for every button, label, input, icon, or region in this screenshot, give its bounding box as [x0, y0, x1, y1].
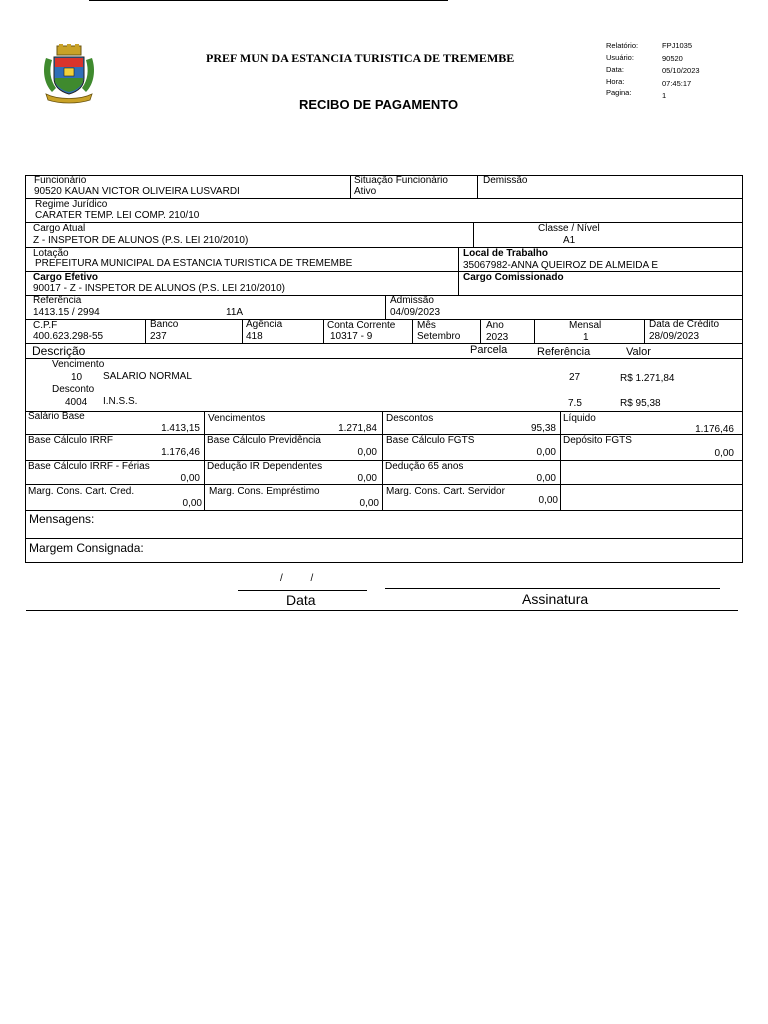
conta-label: Conta Corrente — [327, 320, 396, 331]
referencia-value: 1413.15 / 2994 — [33, 307, 100, 318]
marg-emp-label: Marg. Cons. Empréstimo — [209, 486, 320, 497]
funcionario-label: Funcionário — [34, 175, 87, 186]
mes-label: Mês — [417, 320, 436, 331]
mes-value: Setembro — [417, 331, 461, 342]
meta-data-label: Data: — [606, 65, 624, 74]
local-trabalho-label: Local de Trabalho — [463, 248, 549, 259]
lotacao-label: Lotação — [33, 248, 69, 259]
bottom-rule — [26, 610, 738, 611]
top-frame — [89, 0, 448, 1]
deposito-fgts-label: Depósito FGTS — [563, 435, 632, 446]
vencimento-desc: SALARIO NORMAL — [103, 371, 192, 382]
valor-header: Valor — [626, 346, 651, 358]
banco-label: Banco — [150, 319, 179, 330]
agencia-label: Agência — [246, 319, 283, 330]
data-caption: Data — [286, 592, 316, 608]
deducao-65-value: 0,00 — [536, 473, 556, 484]
parcela-header: Parcela — [470, 344, 508, 356]
classe-label: Classe / Nível — [538, 223, 600, 234]
deducao-ir-label: Dedução IR Dependentes — [207, 461, 323, 472]
vencimentos-value: 1.271,84 — [338, 423, 377, 434]
funcionario-value: 90520 KAUAN VICTOR OLIVEIRA LUSVARDI — [34, 186, 240, 197]
meta-relatorio-label: Relatório: — [606, 41, 639, 50]
meta-hora-value: 07:45:17 — [662, 79, 692, 88]
irrf-ferias-label: Base Cálculo IRRF - Férias — [28, 461, 150, 472]
ano-label: Ano — [486, 320, 504, 331]
meta-pagina-label: Pagina: — [606, 88, 632, 97]
mensagens-label: Mensagens: — [29, 512, 95, 526]
deducao-65-label: Dedução 65 anos — [385, 461, 464, 472]
desconto-group-label: Desconto — [52, 384, 95, 395]
vencimento-ref: 27 — [569, 372, 581, 383]
descontos-value: 95,38 — [530, 423, 556, 434]
classe-value: A1 — [563, 235, 576, 246]
previdencia-label: Base Cálculo Previdência — [207, 435, 321, 446]
liquido-label: Líquido — [563, 413, 596, 424]
desconto-ref: 7.5 — [568, 398, 582, 409]
regime-value: CARATER TEMP. LEI COMP. 210/10 — [35, 210, 200, 221]
salario-base-label: Salário Base — [28, 411, 85, 422]
cargo-atual-value: Z - INSPETOR DE ALUNOS (P.S. LEI 210/2010) — [33, 235, 249, 246]
vencimentos-label: Vencimentos — [208, 413, 266, 424]
vencimento-valor: R$ 1.271,84 — [620, 373, 675, 384]
desconto-code: 4004 — [65, 397, 88, 408]
situacao-label: Situação Funcionário — [354, 175, 448, 186]
regime-label: Regime Jurídico — [35, 199, 108, 210]
irrf-ferias-value: 0,00 — [180, 473, 200, 484]
meta-data-value: 05/10/2023 — [662, 66, 700, 75]
marg-cred-value: 0,00 — [182, 498, 202, 509]
vencimento-code: 10 — [71, 372, 83, 383]
mensal-value: 1 — [583, 332, 589, 343]
local-trabalho-value: 35067982-ANNA QUEIROZ DE ALMEIDA E — [463, 260, 659, 271]
descontos-label: Descontos — [386, 413, 434, 424]
referencia-extra: 11A — [226, 307, 244, 318]
agencia-value: 418 — [246, 331, 263, 342]
cargo-comissionado-label: Cargo Comissionado — [463, 272, 564, 283]
previdencia-value: 0,00 — [357, 447, 377, 458]
referencia-header: Referência — [537, 346, 591, 358]
fgts-label: Base Cálculo FGTS — [386, 435, 475, 446]
descricao-header: Descrição — [32, 344, 86, 358]
signature-line — [385, 588, 720, 589]
deducao-ir-value: 0,00 — [357, 473, 377, 484]
irrf-value: 1.176,46 — [161, 447, 200, 458]
marg-emp-value: 0,00 — [359, 498, 379, 509]
date-line — [238, 590, 367, 591]
ano-value: 2023 — [486, 332, 509, 343]
marg-serv-label: Marg. Cons. Cart. Servidor — [386, 486, 505, 497]
admissao-value: 04/09/2023 — [390, 307, 441, 318]
conta-value: 10317 - 9 — [330, 331, 373, 342]
admissao-label: Admissão — [390, 295, 434, 306]
cpf-value: 400.623.298-55 — [33, 331, 104, 342]
cargo-atual-label: Cargo Atual — [33, 223, 86, 234]
marg-serv-value: 0,00 — [538, 495, 558, 506]
situacao-value: Ativo — [354, 186, 377, 197]
vencimento-group-label: Vencimento — [52, 359, 105, 370]
document-title: RECIBO DE PAGAMENTO — [299, 97, 459, 112]
deposito-fgts-value: 0,00 — [714, 448, 734, 459]
data-credito-value: 28/09/2023 — [649, 331, 700, 342]
cargo-efetivo-value: 90017 - Z - INSPETOR DE ALUNOS (P.S. LEI 210/2010) — [33, 283, 285, 294]
irrf-label: Base Cálculo IRRF — [28, 435, 114, 446]
referencia-label: Referência — [33, 295, 82, 306]
desconto-valor: R$ 95,38 — [620, 398, 661, 409]
cargo-efetivo-label: Cargo Efetivo — [33, 272, 99, 283]
marg-cred-label: Marg. Cons. Cart. Cred. — [28, 486, 135, 497]
banco-value: 237 — [150, 331, 167, 342]
coat-of-arms-logo — [40, 44, 98, 104]
salario-base-value: 1.413,15 — [161, 423, 200, 434]
cpf-label: C.P.F — [33, 320, 58, 331]
meta-usuario-label: Usuário: — [606, 53, 634, 62]
fgts-value: 0,00 — [536, 447, 556, 458]
assinatura-caption: Assinatura — [522, 591, 589, 607]
org-name: PREF MUN DA ESTANCIA TURISTICA DE TREMEMBE — [206, 51, 515, 65]
lotacao-value: PREFEITURA MUNICIPAL DA ESTANCIA TURISTICA DE TREMEMBE — [35, 258, 353, 269]
margem-consignada-label: Margem Consignada: — [29, 541, 144, 555]
meta-usuario-value: 90520 — [662, 54, 683, 63]
meta-hora-label: Hora: — [606, 77, 625, 86]
meta-pagina-value: 1 — [662, 91, 667, 100]
liquido-value: 1.176,46 — [695, 424, 734, 435]
mensal-label: Mensal — [569, 320, 602, 331]
data-credito-label: Data de Crédito — [649, 319, 720, 330]
meta-relatorio-value: FPJ1035 — [662, 41, 693, 50]
desconto-desc: I.N.S.S. — [103, 396, 138, 407]
demissao-label: Demissão — [483, 175, 528, 186]
date-slashes: / / — [280, 573, 314, 584]
